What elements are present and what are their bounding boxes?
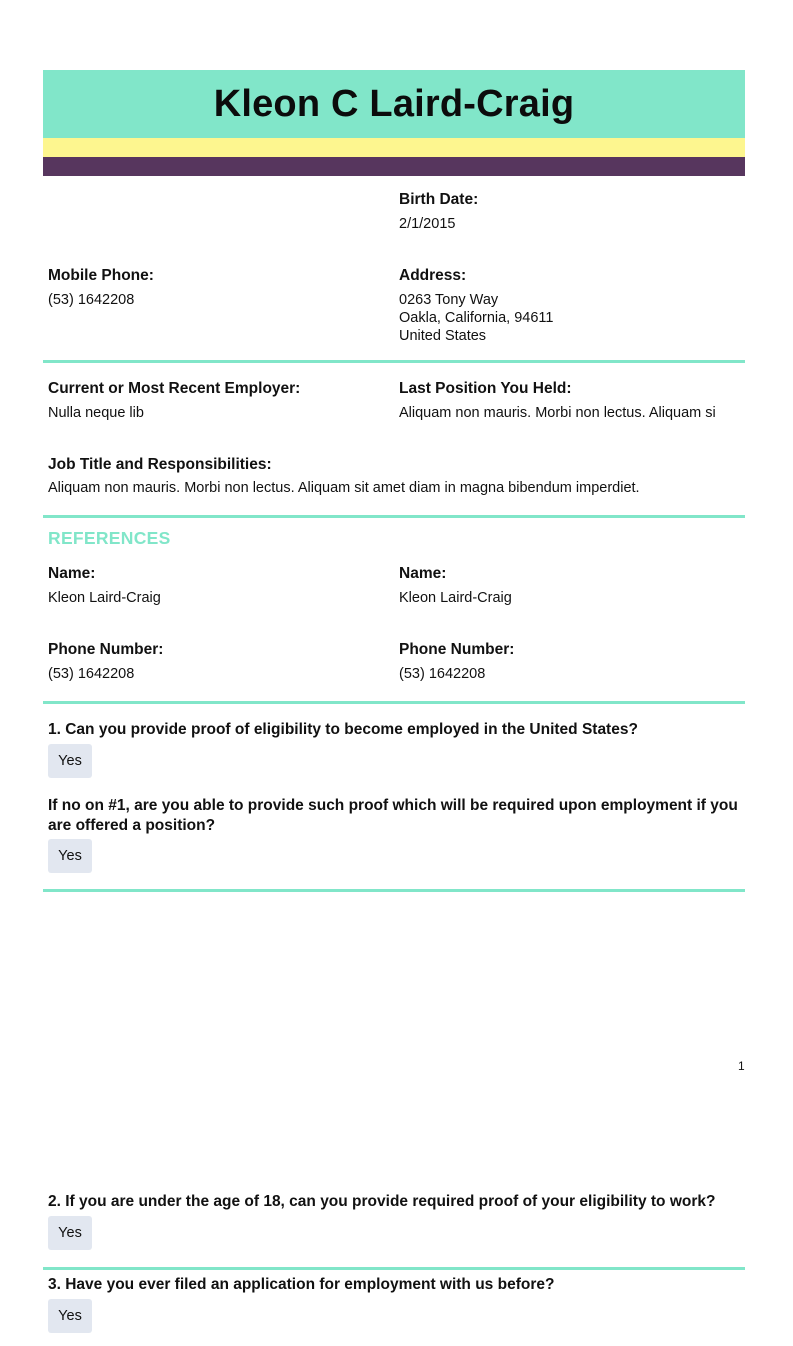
question-2: 2. If you are under the age of 18, can you provide required proof of your eligibility to work? bbox=[48, 1193, 716, 1210]
question-3-answer: Yes bbox=[48, 1299, 92, 1333]
section-divider bbox=[43, 360, 745, 363]
header-band bbox=[43, 70, 745, 138]
section-divider bbox=[43, 515, 745, 518]
reference-1-name: Kleon Laird-Craig bbox=[48, 590, 161, 606]
question-2-answer: Yes bbox=[48, 1216, 92, 1250]
question-1b: If no on #1, are you able to provide such proof which will be required upon employment if you are offered a position? bbox=[48, 797, 738, 834]
section-divider bbox=[43, 1267, 745, 1270]
employer-label: Current or Most Recent Employer: bbox=[48, 380, 301, 397]
reference-1-phone: (53) 1642208 bbox=[48, 666, 135, 682]
last-position-label: Last Position You Held: bbox=[399, 380, 572, 397]
applicant-name: Kleon C Laird-Craig bbox=[213, 82, 575, 125]
purple-stripe bbox=[43, 157, 745, 176]
question-1: 1. Can you provide proof of eligibility to become employed in the United States? bbox=[48, 721, 638, 738]
last-position-value: Aliquam non mauris. Morbi non lectus. Aliquam si bbox=[399, 405, 716, 421]
reference-2-phone: (53) 1642208 bbox=[399, 666, 486, 682]
references-title: REFERENCES bbox=[48, 528, 171, 548]
job-title-value: Aliquam non mauris. Morbi non lectus. Aliquam sit amet diam in magna bibendum imperdiet. bbox=[48, 480, 640, 496]
reference-1-name-label: Name: bbox=[48, 565, 96, 582]
section-divider bbox=[43, 889, 745, 892]
mobile-phone-value: (53) 1642208 bbox=[48, 292, 135, 308]
question-3: 3. Have you ever filed an application for employment with us before? bbox=[48, 1276, 555, 1293]
yellow-stripe bbox=[43, 138, 745, 157]
reference-2-name: Kleon Laird-Craig bbox=[399, 590, 512, 606]
reference-2-name-label: Name: bbox=[399, 565, 447, 582]
employer-value: Nulla neque lib bbox=[48, 405, 144, 421]
birth-date-value: 2/1/2015 bbox=[399, 216, 456, 232]
address-line-1: 0263 Tony Way bbox=[399, 292, 499, 308]
address-line-2: Oakla, California, 94611 bbox=[399, 310, 554, 326]
page-number: 1 bbox=[738, 1059, 745, 1073]
birth-date-label: Birth Date: bbox=[399, 191, 479, 208]
reference-1-phone-label: Phone Number: bbox=[48, 641, 164, 658]
question-1b-answer: Yes bbox=[48, 839, 92, 873]
question-1-answer: Yes bbox=[48, 744, 92, 778]
reference-2-phone-label: Phone Number: bbox=[399, 641, 515, 658]
address-line-3: United States bbox=[399, 328, 487, 344]
job-title-label: Job Title and Responsibilities: bbox=[48, 456, 272, 473]
address-label: Address: bbox=[399, 267, 467, 284]
section-divider bbox=[43, 701, 745, 704]
mobile-phone-label: Mobile Phone: bbox=[48, 267, 154, 284]
